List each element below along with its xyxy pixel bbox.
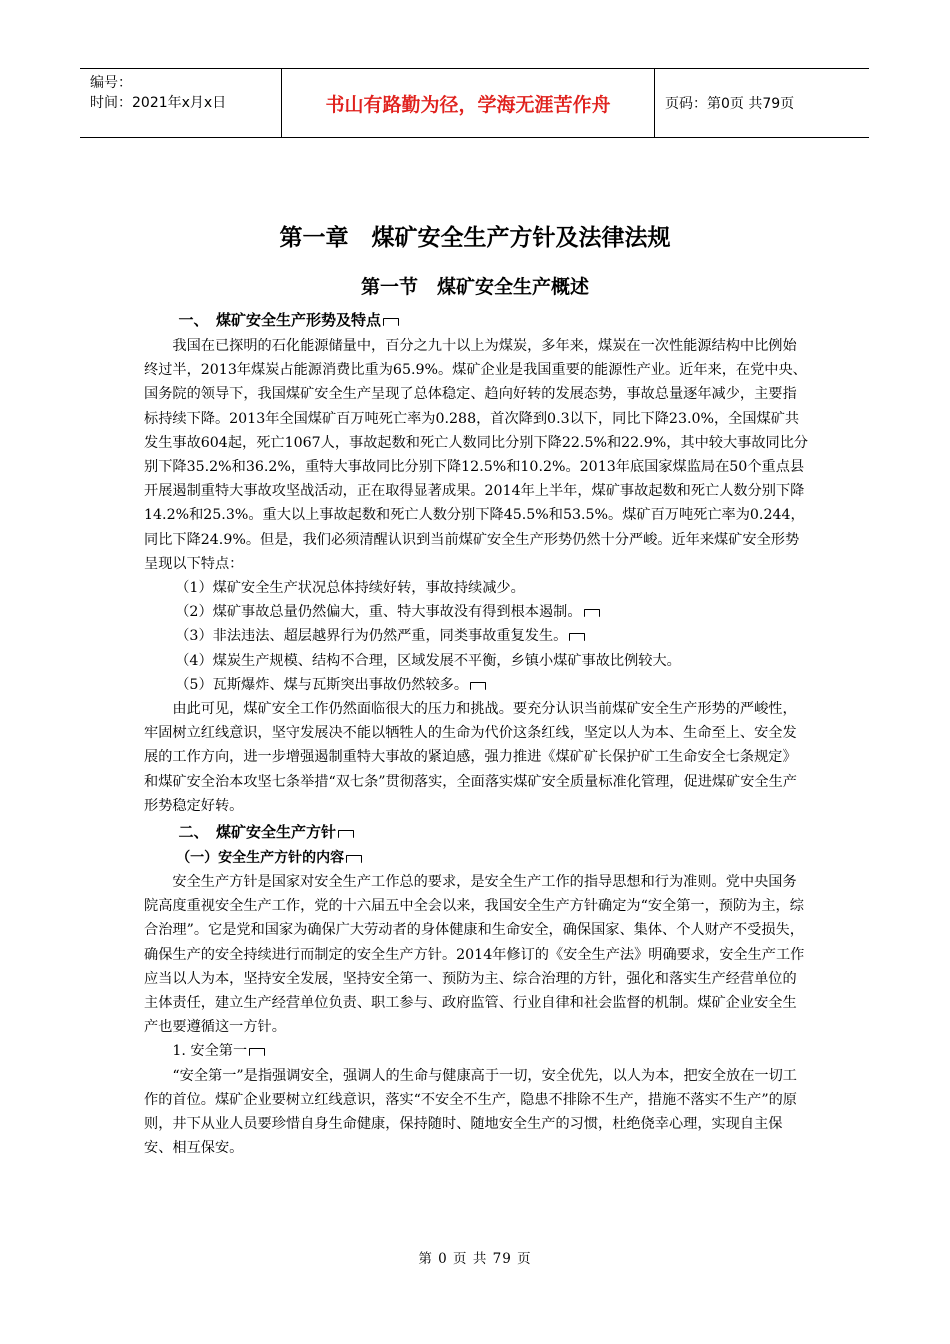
feature-item: （2）煤矿事故总量仍然偏大，重、特大事故没有得到根本遏制。 (144, 600, 810, 624)
heading-2: 二、 煤矿安全生产方针 (144, 818, 810, 846)
page-footer: 第 0 页 共 79 页 (418, 1251, 532, 1267)
feature-item: （4）煤炭生产规模、结构不合理，区域发展不平衡，乡镇小煤矿事故比例较大。 (175, 652, 681, 669)
paragraph-mark-icon (470, 682, 486, 690)
paragraph-mark-icon (569, 633, 585, 641)
heading-1: 一、 煤矿安全生产形势及特点 (144, 306, 810, 334)
header-motto: 书山有路勤为径，学海无涯苦作舟 (281, 69, 655, 137)
feature-item: （1）煤矿安全生产状况总体持续好转，事故持续减少。 (175, 580, 525, 597)
paragraph-conclusion: 由此可见，煤矿安全工作仍然面临很大的压力和挑战。要充分认识当前煤矿安全生产形势的严峻性，牢固树立红线意识，坚守发展决不能以牺牲人的生命为代价这条红线，坚定以人为本、生命至上、安全发展的工作方向，进一步增强遏制重特大事故的紧迫感，强力推进《煤矿矿长保护矿工生命安全七条规定》和煤矿安全治本攻坚七条举措“双七条”贯彻落实，全面落实煤矿安全质量标准化管理，促进煤矿安全生产形势稳定好转。 (144, 701, 797, 814)
subheading-1: （一）安全生产方针的内容 (144, 846, 810, 870)
page-header (80, 68, 869, 138)
header-left-cell (80, 69, 281, 137)
item-title: 1. 安全第一 (144, 1039, 810, 1063)
paragraph-mark-icon (249, 1048, 265, 1056)
paragraph-mark-icon (338, 830, 354, 838)
document-body (144, 306, 810, 1161)
paragraph-safety-first: “安全第一”是指强调安全，强调人的生命与健康高于一切，安全优先，以人为本，把安全放在一切工作的首位。煤矿企业要树立红线意识，落实“不安全不生产，隐患不排除不生产，措施不落实不生产”的原则，井下从业人员要珍惜自身生命健康，保持随时、随地安全生产的习惯，杜绝侥幸心理，实现自主保安、相互保安。 (144, 1067, 797, 1157)
chapter-title: 第一章 煤矿安全生产方针及法律法规 (279, 225, 671, 251)
number-label: 编号： (90, 75, 132, 91)
paragraph-mark-icon (383, 318, 399, 326)
header-page-info: 页码：第0页 共79页 (665, 96, 795, 112)
paragraph-policy: 安全生产方针是国家对安全生产工作总的要求，是安全生产工作的指导思想和行为准则。党中央国务院高度重视安全生产工作，党的十六届五中全会以来，我国安全生产方针确定为“安全第一，预防为主，综合治理”。它是党和国家为确保广大劳动者的身体健康和生命安全，确保国家、集体、个人财产不受损失，确保生产的安全持续进行而制定的安全生产方针。2014年修订的《安全生产法》明确要求，安全生产工作应当以人为本，坚持安全发展，坚持安全第一、预防为主、综合治理的方针，强化和落实生产经营单位的主体责任，建立生产经营单位负责、职工参与、政府监管、行业自律和社会监督的机制。煤矿企业安全生产也要遵循这一方针。 (144, 874, 805, 1036)
feature-item: （5）瓦斯爆炸、煤与瓦斯突出事故仍然较多。 (144, 673, 810, 697)
paragraph-mark-icon (346, 855, 362, 863)
paragraph-mark-icon (584, 609, 600, 617)
feature-item: （3）非法违法、超层越界行为仍然严重，同类事故重复发生。 (144, 624, 810, 648)
date-label: 时间：2021年x月x日 (90, 95, 227, 111)
section-title: 第一节 煤矿安全生产概述 (360, 276, 589, 298)
paragraph-situation: 我国在已探明的石化能源储量中，百分之九十以上为煤炭，多年来，煤炭在一次性能源结构中比例始终过半，2013年煤炭占能源消费比重为65.9%。煤矿企业是我国重要的能源性产业。近年来，在党中央、国务院的领导下，我国煤矿安全生产呈现了总体稳定、趋向好转的发展态势，事故总量逐年减少，主要指标持续下降。2013年全国煤矿百万吨死亡率为0.288，首次降到0.3以下，同比下降23.0%，全国煤矿共发生事故604起，死亡1067人，事故起数和死亡人数同比分别下降22.5%和22.9%，其中较大事故同比分别下降35.2%和36.2%，重特大事故同比分别下降12.5%和10.2%。2013年底国家煤监局在50个重点县开展遏制重特大事故攻坚战活动，正在取得显著成果。2014年上半年，煤矿事故起数和死亡人数分别下降14.2%和25.3%。重大以上事故起数和死亡人数分别下降45.5%和53.5%。煤矿百万吨死亡率为0.244，同比下降24.9%。但是，我们必须清醒认识到当前煤矿安全生产形势仍然十分严峻。近年来煤矿安全形势呈现以下特点： (144, 338, 809, 572)
